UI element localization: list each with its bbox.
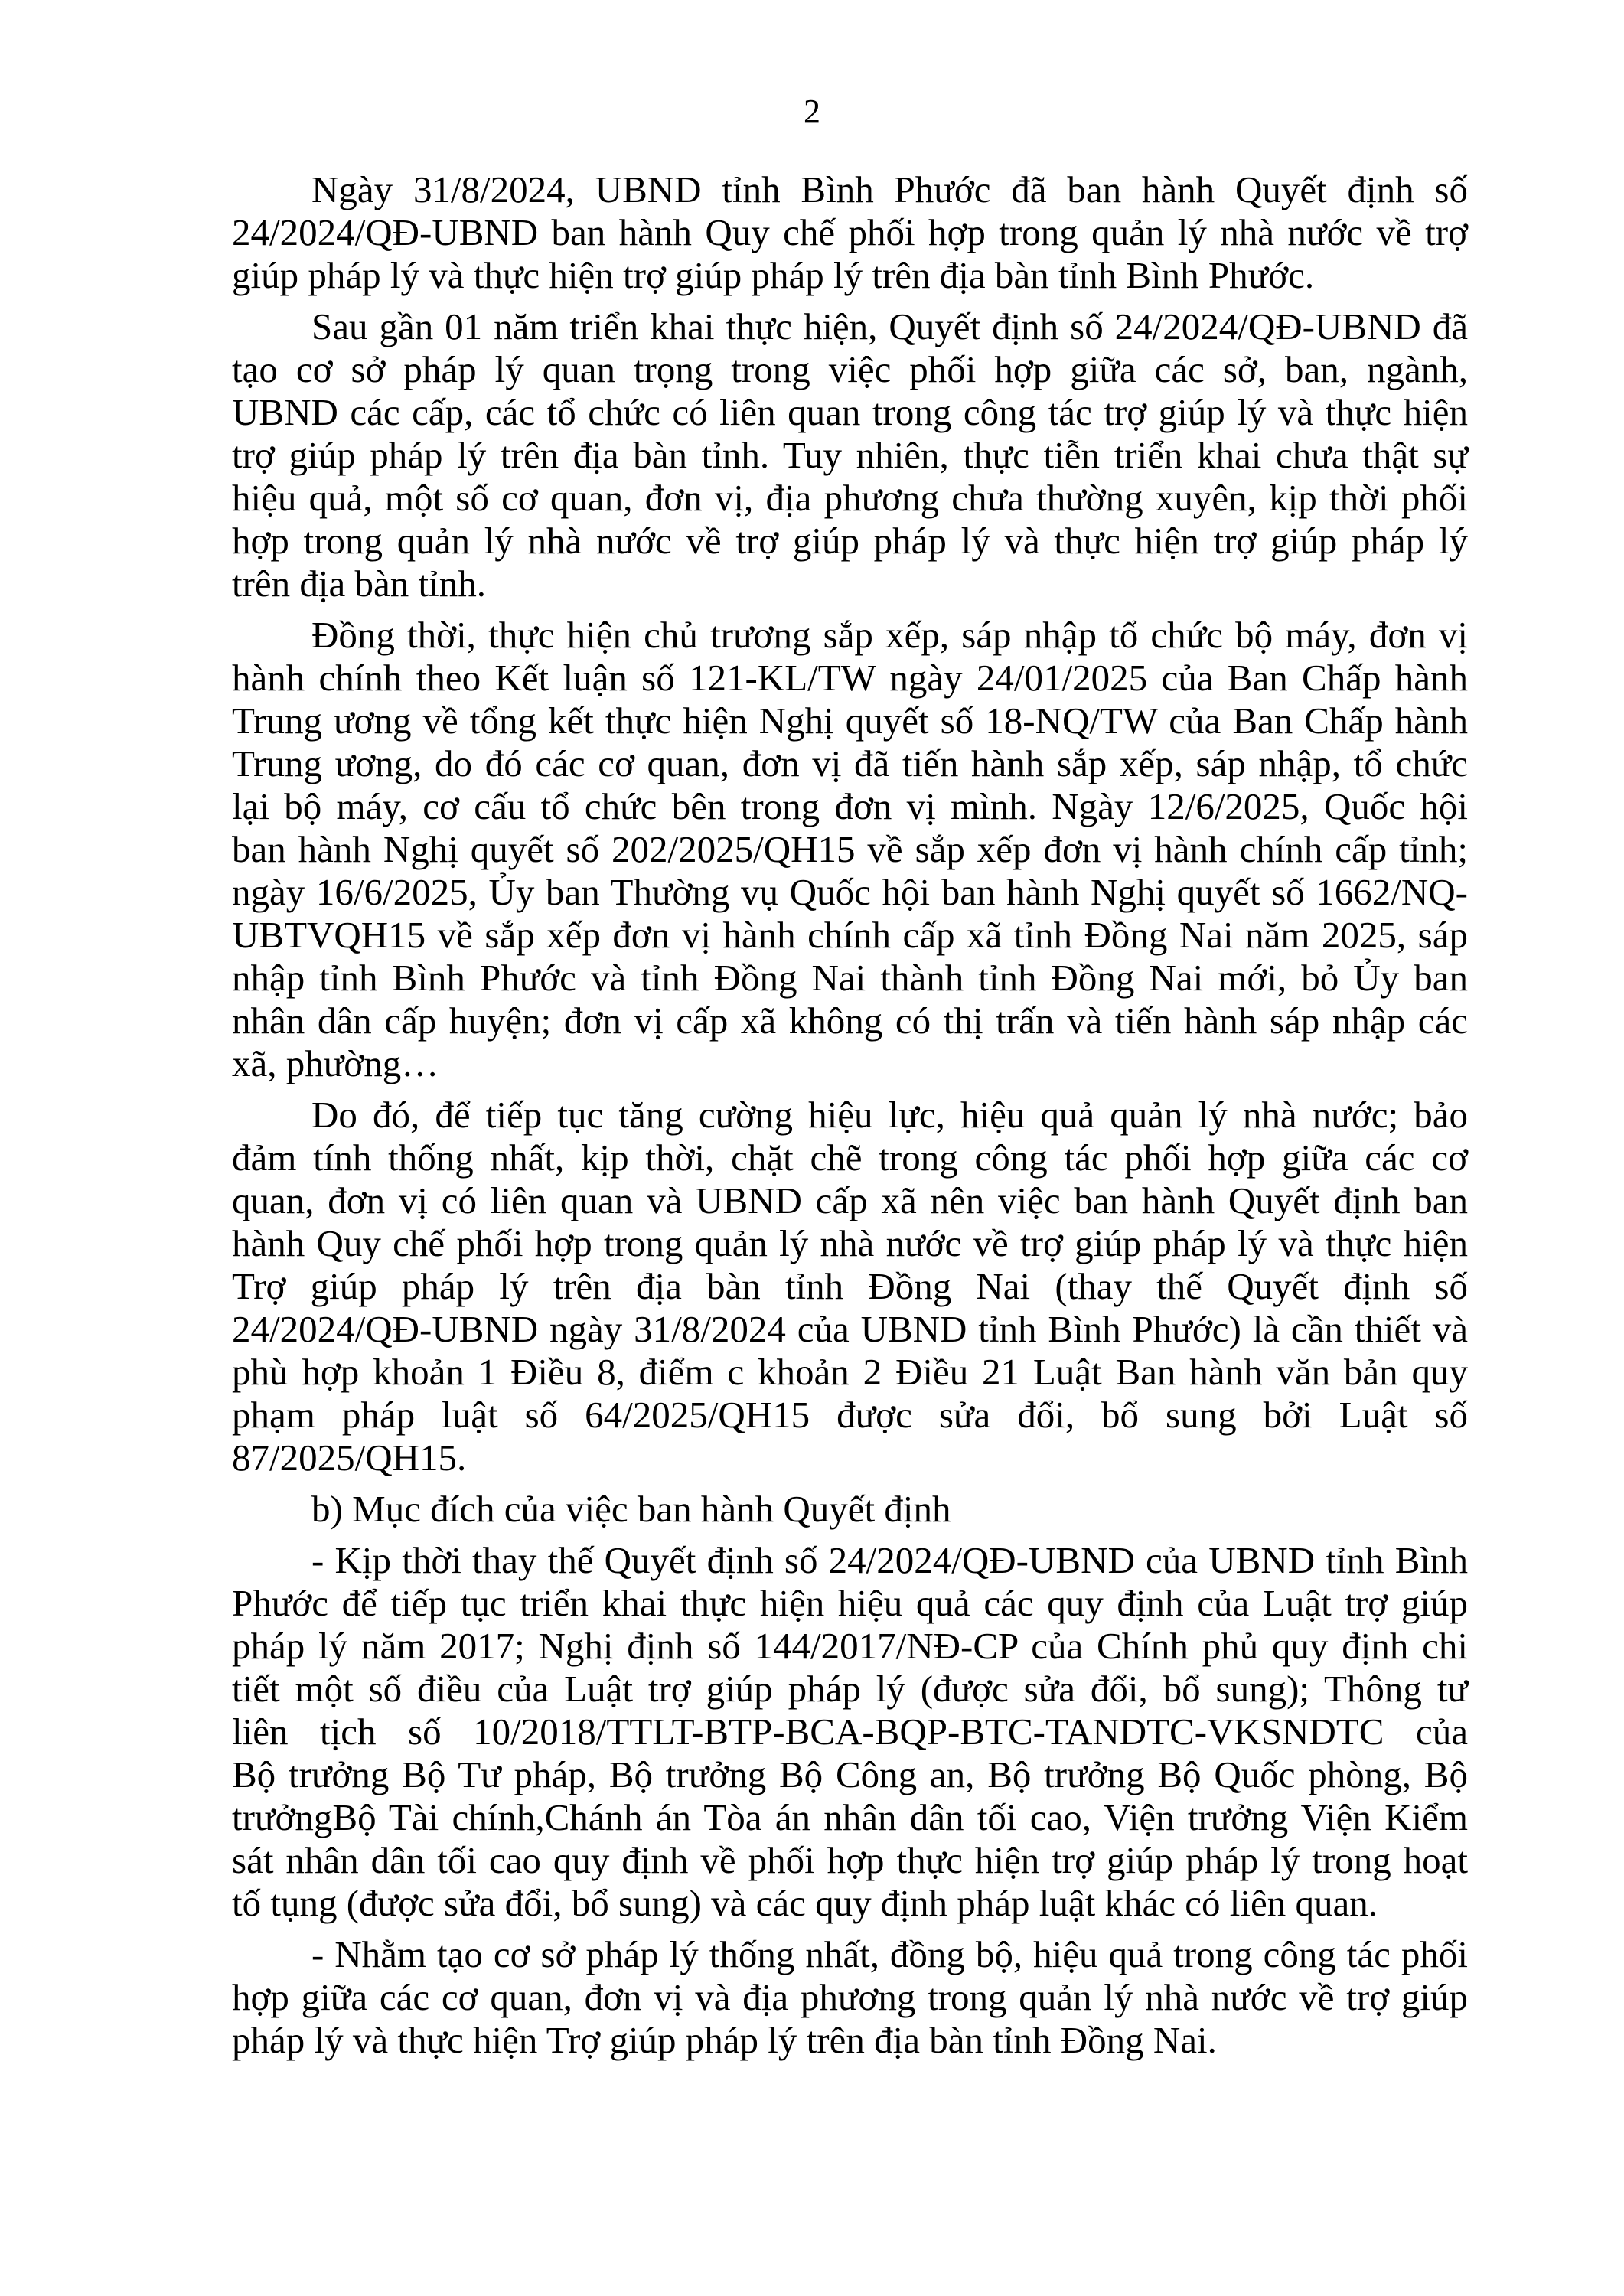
- text-line: Trung ương về tổng kết thực hiện Nghị quyết số 18-NQ/TW của Ban Chấp hành: [232, 700, 1468, 742]
- text-line: nhân dân cấp huyện; đơn vị cấp xã không có thị trấn và tiến hành sáp nhập các: [232, 1000, 1468, 1042]
- text-line: hiệu quả, một số cơ quan, đơn vị, địa phương chưa thường xuyên, kịp thời phối: [232, 477, 1468, 519]
- text-line: Ngày 31/8/2024, UBND tỉnh Bình Phước đã ban hành Quyết định số: [311, 168, 1468, 210]
- text-line: Sau gần 01 năm triển khai thực hiện, Quyết định số 24/2024/QĐ-UBND đã: [311, 305, 1468, 347]
- text-line: hành chính theo Kết luận số 121-KL/TW ngày 24/01/2025 của Ban Chấp hành: [232, 657, 1468, 699]
- text-line: lại bộ máy, cơ cấu tổ chức bên trong đơn vị mình. Ngày 12/6/2025, Quốc hội: [232, 785, 1468, 827]
- paragraph-restructuring-context: [232, 614, 1468, 1085]
- text-line: đảm tính thống nhất, kịp thời, chặt chẽ trong công tác phối hợp giữa các cơ: [232, 1137, 1468, 1179]
- bullet-unified-legal-basis: [232, 1933, 1468, 2062]
- text-line: tạo cơ sở pháp lý quan trọng trong việc phối hợp giữa các sở, ban, ngành,: [232, 348, 1468, 390]
- text-line: Trung ương, do đó các cơ quan, đơn vị đã tiến hành sắp xếp, sáp nhập, tổ chức: [232, 742, 1468, 784]
- text-line: sát nhân dân tối cao quy định về phối hợp thực hiện trợ giúp pháp lý trong hoạt: [232, 1839, 1468, 1881]
- text-line: 87/2025/QH15.: [232, 1437, 467, 1479]
- text-line: nhập tỉnh Bình Phước và tỉnh Đồng Nai thành tỉnh Đồng Nai mới, bỏ Ủy ban: [232, 957, 1468, 999]
- text-line: ngày 16/6/2025, Ủy ban Thường vụ Quốc hội ban hành Nghị quyết số 1662/NQ-: [232, 871, 1468, 913]
- text-line: Do đó, để tiếp tục tăng cường hiệu lực, hiệu quả quản lý nhà nước; bảo: [311, 1094, 1468, 1136]
- text-line: Đồng thời, thực hiện chủ trương sắp xếp, sáp nhập tổ chức bộ máy, đơn vị: [311, 614, 1468, 656]
- document-body: [232, 168, 1468, 2070]
- text-line: b) Mục đích của việc ban hành Quyết định: [311, 1488, 951, 1530]
- text-line: pháp lý năm 2017; Nghị định số 144/2017/NĐ-CP của Chính phủ quy định chi: [232, 1625, 1468, 1667]
- text-line: trên địa bàn tỉnh.: [232, 563, 487, 605]
- text-line: xã, phường…: [232, 1042, 439, 1084]
- text-line: quan, đơn vị có liên quan và UBND cấp xã nên việc ban hành Quyết định ban: [232, 1179, 1468, 1221]
- text-line: 24/2024/QĐ-UBND ban hành Quy chế phối hợp trong quản lý nhà nước về trợ: [232, 211, 1468, 253]
- text-line: Trợ giúp pháp lý trên địa bàn tỉnh Đồng Nai (thay thế Quyết định số: [232, 1265, 1468, 1307]
- page-number: 2: [804, 93, 820, 130]
- text-line: giúp pháp lý và thực hiện trợ giúp pháp lý trên địa bàn tỉnh Bình Phước.: [232, 254, 1315, 296]
- text-line: tố tụng (được sửa đổi, bổ sung) và các quy định pháp luật khác có liên quan.: [232, 1882, 1378, 1924]
- text-line: trưởngBộ Tài chính,Chánh án Tòa án nhân dân tối cao, Viện trưởng Viện Kiểm: [232, 1796, 1468, 1838]
- text-line: 24/2024/QĐ-UBND ngày 31/8/2024 của UBND tỉnh Bình Phước) là cần thiết và: [232, 1308, 1468, 1350]
- paragraph-necessity: [232, 1094, 1468, 1479]
- text-line: - Nhằm tạo cơ sở pháp lý thống nhất, đồng bộ, hiệu quả trong công tác phối: [311, 1933, 1468, 1975]
- paragraph-implementation-review: [232, 305, 1468, 605]
- text-line: ban hành Nghị quyết số 202/2025/QH15 về sắp xếp đơn vị hành chính cấp tỉnh;: [232, 828, 1468, 870]
- text-line: hành Quy chế phối hợp trong quản lý nhà nước về trợ giúp pháp lý và thực hiện: [232, 1222, 1468, 1264]
- text-line: Bộ trưởng Bộ Tư pháp, Bộ trưởng Bộ Công an, Bộ trưởng Bộ Quốc phòng, Bộ: [232, 1753, 1468, 1795]
- text-line: Phước để tiếp tục triển khai thực hiện hiệu quả các quy định của Luật trợ giúp: [232, 1582, 1468, 1624]
- text-line: tiết một số điều của Luật trợ giúp pháp lý (được sửa đổi, bổ sung); Thông tư: [232, 1668, 1468, 1710]
- text-line: trợ giúp pháp lý trên địa bàn tỉnh. Tuy nhiên, thực tiễn triển khai chưa thật sự: [232, 434, 1468, 476]
- text-line: - Kịp thời thay thế Quyết định số 24/2024/QĐ-UBND của UBND tỉnh Bình: [311, 1539, 1468, 1581]
- paragraph-decision-24-issued: [232, 168, 1468, 297]
- text-line: UBND các cấp, các tổ chức có liên quan trong công tác trợ giúp lý và thực hiện: [232, 391, 1468, 433]
- text-line: hợp giữa các cơ quan, đơn vị và địa phương trong quản lý nhà nước về trợ giúp: [232, 1976, 1468, 2018]
- text-line: liên tịch số 10/2018/TTLT-BTP-BCA-BQP-BTC-TANDTC-VKSNDTC của: [232, 1711, 1468, 1753]
- text-line: pháp lý và thực hiện Trợ giúp pháp lý trên địa bàn tỉnh Đồng Nai.: [232, 2019, 1217, 2061]
- text-line: phạm pháp luật số 64/2025/QH15 được sửa đổi, bổ sung bởi Luật số: [232, 1394, 1468, 1436]
- heading-purpose-b: [232, 1488, 1468, 1531]
- text-line: UBTVQH15 về sắp xếp đơn vị hành chính cấp xã tỉnh Đồng Nai năm 2025, sáp: [232, 914, 1468, 956]
- text-line: hợp trong quản lý nhà nước về trợ giúp pháp lý và thực hiện trợ giúp pháp lý: [232, 520, 1468, 562]
- bullet-replace-decision: [232, 1539, 1468, 1925]
- text-line: phù hợp khoản 1 Điều 8, điểm c khoản 2 Điều 21 Luật Ban hành văn bản quy: [232, 1351, 1468, 1393]
